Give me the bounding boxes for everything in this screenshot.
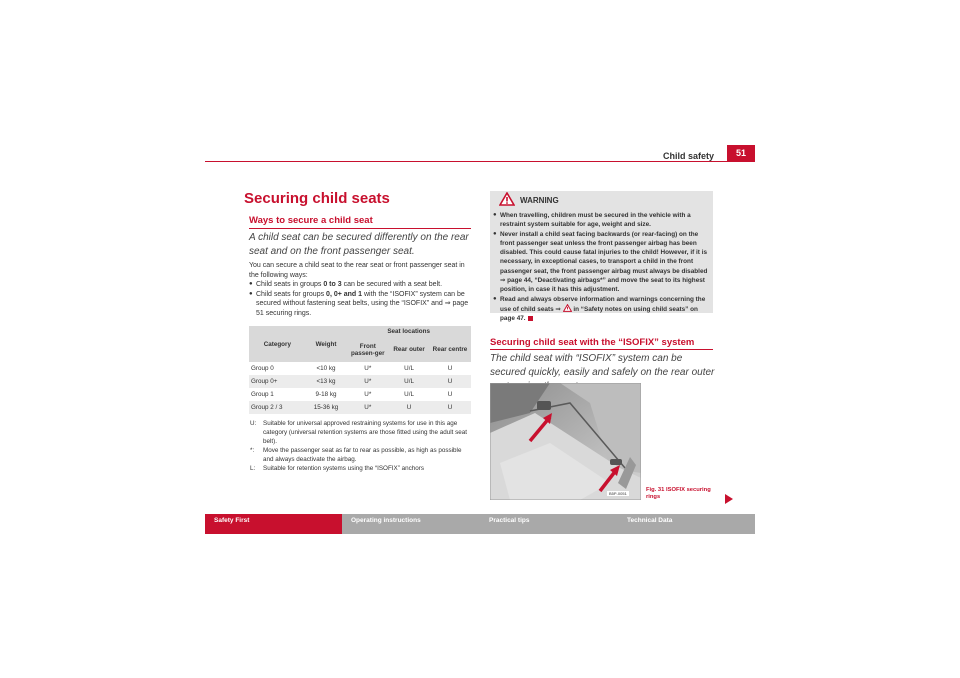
footer-tab-operating-instructions[interactable]: Operating instructions [342,514,480,534]
cell-weight: 9-18 kg [315,391,337,398]
cell-front: U* [346,401,389,414]
running-header: Child safety [662,151,714,161]
note-item [250,464,472,473]
seat-locations-header: Seat locations [346,326,471,337]
subheading-rule [249,228,471,229]
cell-centre: U [447,391,453,398]
table-row [249,375,471,388]
warning-title: WARNING [520,196,559,205]
note-text: Suitable for retention systems using the “ISOFIX” anchors [263,465,424,472]
cell-outer: U/L [404,391,414,398]
cell-category: Group 1 [251,391,274,398]
end-marker [528,316,533,321]
warning-item: ● Never install a child seat facing backwards (or rear-facing) on the front passenger seat unless the front passenger airbag has been disabled. This could cause fatal injuries to the child! However, if it is necessary, in exceptional cases, to transport a child in the front passenger seat, the front passenger airbag must always be disabled ⇒ page 44, “Deactivating airbags*” and move the seat to its highest position, in case it has this adjustment. [493,230,711,295]
isofix-intro: The child seat with “ISOFIX” system can be secured quickly, easily and safely on the rear outer [490,353,715,378]
cell-weight: 15-36 kg [306,401,347,414]
bullet-text: Child seats for groups [256,290,327,298]
subheading-ways: Ways to secure a child seat [249,215,373,226]
page-number: 51 [727,145,755,161]
continue-arrow-icon [725,494,733,504]
col-weight: Weight [306,326,347,362]
table-row [249,362,471,375]
cell-weight: <13 kg [306,375,347,388]
warning-text-part: Read and always observe information and warnings concerning the use of child seats ⇒ [500,295,706,313]
figure-caption: Fig. 31 ISOFIX securing rings [646,487,711,500]
bullet-bold: 0, 0+ and 1 [326,290,363,298]
cell-centre: U [429,375,471,388]
table-row [249,401,471,414]
bullet-text: Child seats in groups [256,281,324,289]
footer-tab-technical-data[interactable]: Technical Data [618,514,755,534]
body-paragraph [249,261,471,319]
section-title: Securing child seats [244,190,390,207]
note-text: Suitable for universal approved restraining systems for use in this age category (universal retention systems are those fitted using the adult seat belt). [263,420,468,445]
warning-item: ● When travelling, children must be secured in the vehicle with a restraint system suitable for age, weight and size. [493,211,711,230]
bullet-text: can be secured with a seat belt. [341,281,443,289]
warning-text-part: in “Safety notes on using child seats” on page 47. [500,305,698,323]
cell-outer: U [389,401,429,414]
cell-outer: U/L [389,375,429,388]
table-row [249,388,471,401]
bullet-item [249,280,471,290]
note-key: *: [250,447,255,454]
figure-code: B5P-0051 [609,491,627,496]
isofix-illustration [490,383,641,500]
warning-triangle-icon [499,192,515,206]
col-rear-outer: Rear outer [389,337,429,362]
seat-locations-table [249,326,471,414]
cell-centre: U [447,365,453,372]
bullet-item [249,290,471,319]
warning-triangle-icon [563,304,572,312]
cell-centre: U [429,401,471,414]
cell-front: U* [346,375,389,388]
cell-front: U* [364,365,372,372]
table-notes [250,419,472,473]
col-front-passenger: Front passen-ger [346,337,389,362]
body-para: You can secure a child seat to the rear seat or front passenger seat in the following ways: [249,262,465,279]
warning-item [493,295,711,324]
isofix-figure-image [490,383,641,500]
intro-text: A child seat can be secured differently on the rear seat and on the front passenger seat. [249,232,469,257]
cell-front: U* [364,391,372,398]
subheading-rule [490,349,713,350]
note-key: L: [250,465,256,472]
bullet-text: with the “ISOFIX” system can be secured without fastening seat belts, using the “ISOFIX” and ⇒ page 51 securing rings. [256,290,469,317]
header-rule [205,161,755,162]
col-category: Category [249,326,306,362]
cell-category: Group 0 [251,365,274,372]
note-item [250,446,472,464]
col-rear-centre: Rear centre [429,337,471,362]
footer-tab-practical-tips[interactable]: Practical tips [480,514,618,534]
subheading-isofix: Securing child seat with the “ISOFIX” system [490,337,695,348]
cell-category: Group 0+ [249,375,306,388]
note-item [250,419,472,446]
note-text: Move the passenger seat as far to rear as possible, as high as possible and always deactivate the airbag. [263,447,462,463]
note-key: U: [250,420,257,427]
cell-category: Group 2 / 3 [249,401,306,414]
warning-text [493,211,711,324]
cell-weight: <10 kg [316,365,336,372]
bullet-bold: 0 to 3 [323,281,342,289]
cell-outer: U/L [404,365,414,372]
footer-tab-safety-first[interactable]: Safety First [205,514,342,534]
